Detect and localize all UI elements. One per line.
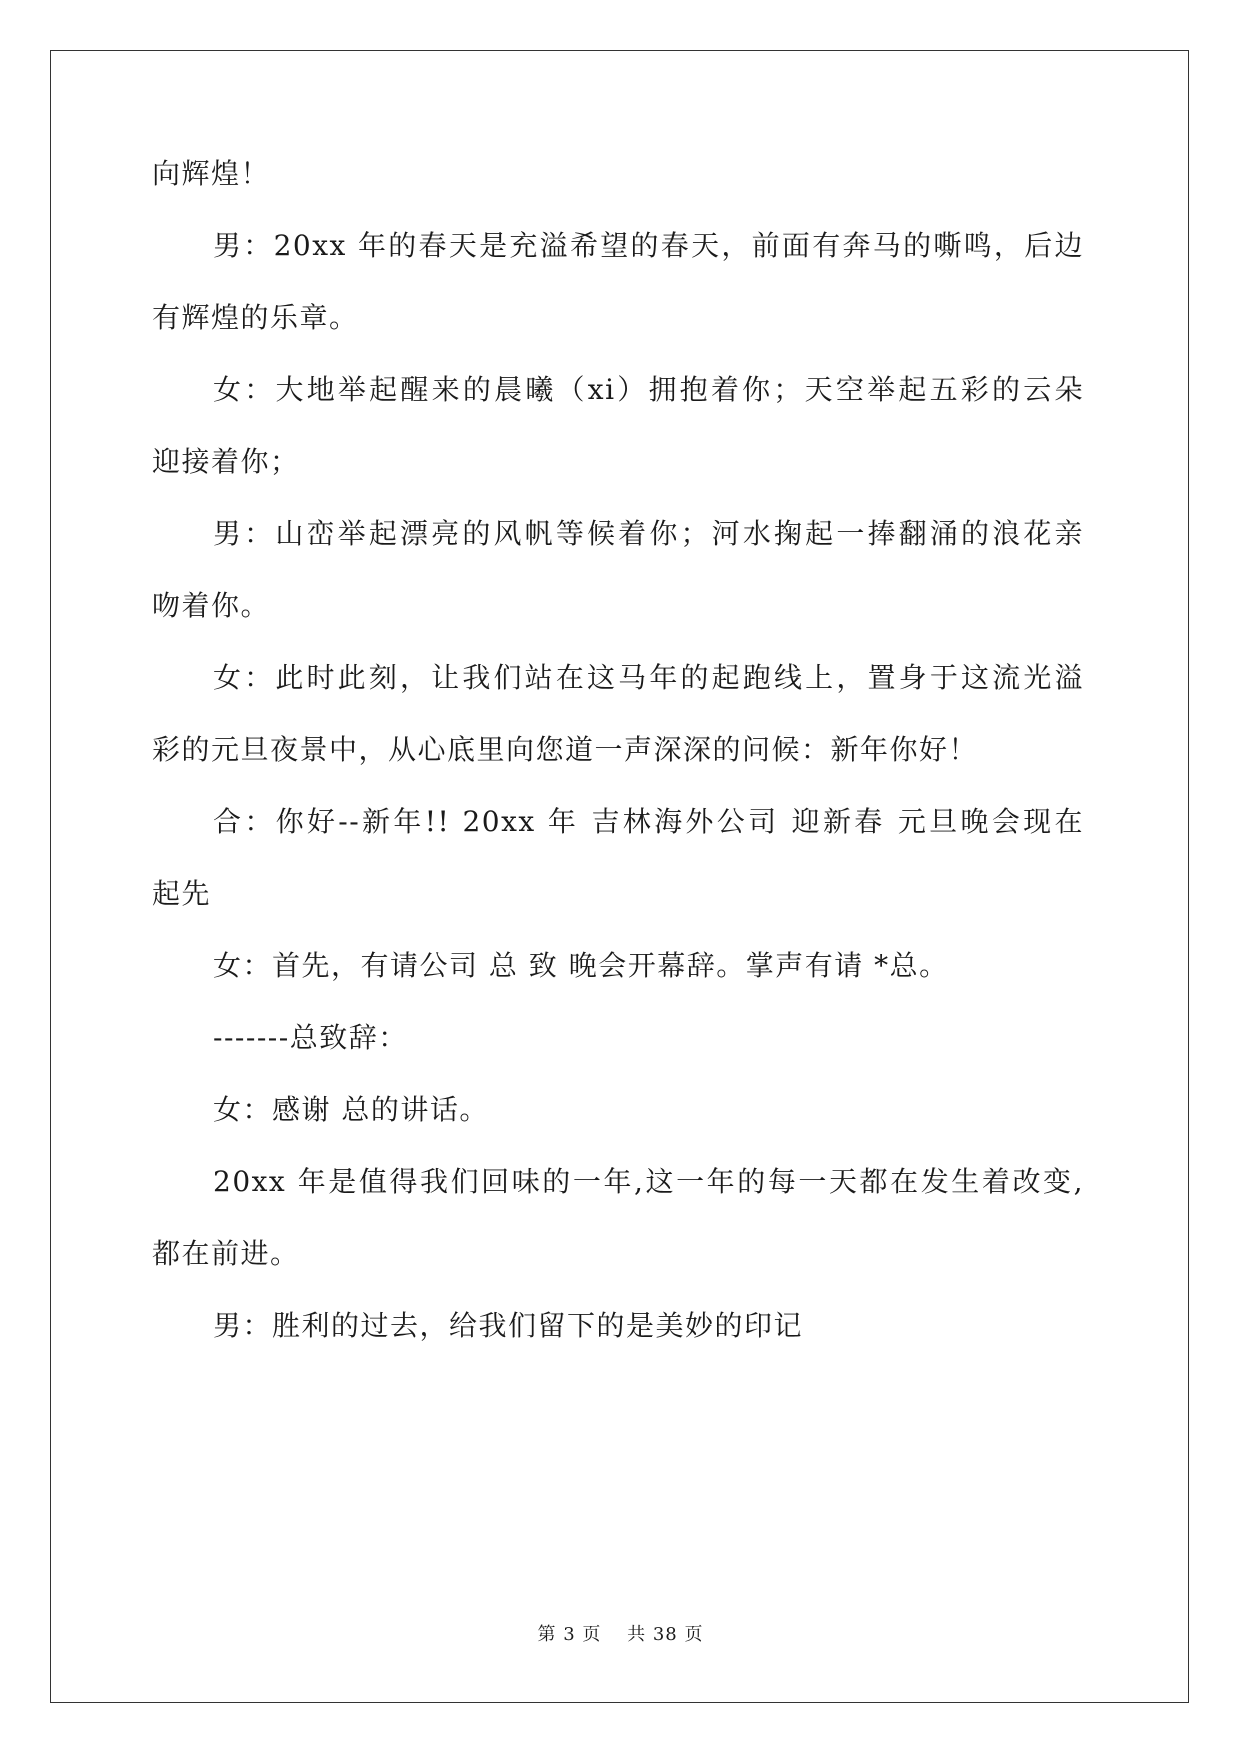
- text-line: 男：胜利的过去，给我们留下的是美妙的印记: [213, 1309, 804, 1342]
- text-line: 有辉煌的乐章。: [152, 301, 359, 334]
- text-line: 合：你好--新年!! 20xx 年 吉林海外公司 迎新春 元旦晚会现在: [213, 805, 1084, 838]
- text-line: -------总致辞：: [213, 1021, 408, 1054]
- text-line: 迎接着你；: [152, 445, 300, 478]
- text-line: 吻着你。: [152, 589, 271, 622]
- page-number-footer: 第 3 页 共 38 页: [537, 1624, 704, 1645]
- text-line: 都在前进。: [152, 1237, 300, 1270]
- text-line: 彩的元旦夜景中，从心底里向您道一声深深的问候：新年你好！: [152, 733, 979, 766]
- text-line: 向辉煌！: [152, 157, 271, 190]
- text-line: 女：大地举起醒来的晨曦（xi）拥抱着你；天空举起五彩的云朵: [213, 373, 1084, 406]
- text-line: 女：感谢 总的讲话。: [213, 1093, 489, 1126]
- text-line: 男：20xx 年的春天是充溢希望的春天，前面有奔马的嘶鸣，后边: [213, 229, 1084, 262]
- text-line: 男：山峦举起漂亮的风帆等候着你；河水掬起一捧翻涌的浪花亲: [213, 517, 1084, 550]
- text-line: 起先: [152, 877, 212, 910]
- text-line: 20xx 年是值得我们回味的一年,这一年的每一天都在发生着改变,: [213, 1165, 1084, 1198]
- text-line: 女：首先，有请公司 总 致 晚会开幕辞。掌声有请 *总。: [213, 949, 949, 982]
- text-line: 女：此时此刻，让我们站在这马年的起跑线上，置身于这流光溢: [213, 661, 1084, 694]
